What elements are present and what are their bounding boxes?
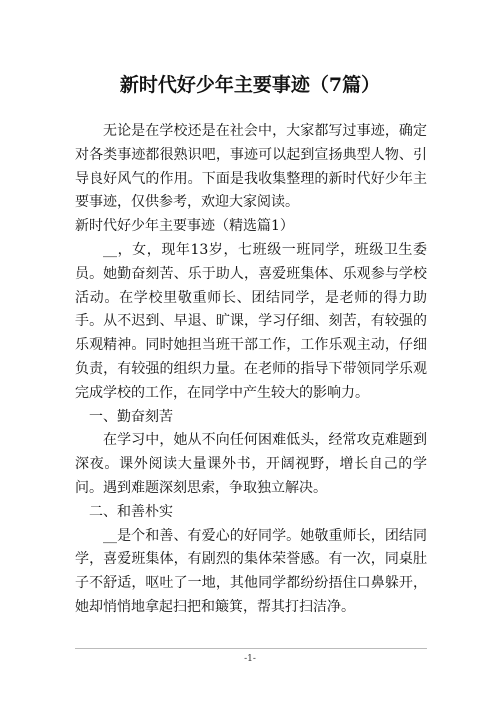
section-heading: 新时代好少年主要事迹（精选篇1） xyxy=(75,218,294,235)
paragraph-1: __，女，现年13岁，七班级一班同学，班级卫生委员。她勤奋刻苦、乐于助人，喜爱班集体、乐观参与学校活动。在学校里敬重师长、团结同学，是老师的得力助手。从不迟到、早退、旷课，学习仔细、刻苦，有较强的乐观精神。同时她担当班干部工作，工作乐观主动，仔细负责，有较强的组织力量。在老师的指导下带领同学乐观完成学校的工作，在同学中产生较大的影响力。 xyxy=(75,241,427,401)
document-title: 新时代好少年主要事迹（7篇） xyxy=(119,74,381,96)
document-body xyxy=(75,120,427,620)
paragraph-2: 在学习中，她从不向任何困难低头，经常攻克难题到深夜。课外阅读大量课外书，开阔视野，增长自己的学问。遇到难题深刻思索，争取独立解决。 xyxy=(75,432,427,496)
page-number: -1- xyxy=(244,654,256,664)
subheading-2: 二、和善朴实 xyxy=(89,503,173,520)
paragraph-3: __是个和善、有爱心的好同学。她敬重师长，团结同学，喜爱班集体，有剧烈的集体荣誉感。有一次，同桌肚子不舒适，呕吐了一地，其他同学都纷纷捂住口鼻躲开，她却悄悄地拿起扫把和簸箕，帮其打扫洁净。 xyxy=(75,527,427,615)
subheading-1: 一、勤奋刻苦 xyxy=(89,408,173,425)
intro-paragraph: 无论是在学校还是在社会中，大家都写过事迹，确定对各类事迹都很熟识吧，事迹可以起到宣扬典型人物、引导良好风气的作用。下面是我收集整理的新时代好少年主要事迹，仅供参考，欢迎大家阅读。 xyxy=(75,123,427,211)
footer-divider xyxy=(75,648,427,649)
